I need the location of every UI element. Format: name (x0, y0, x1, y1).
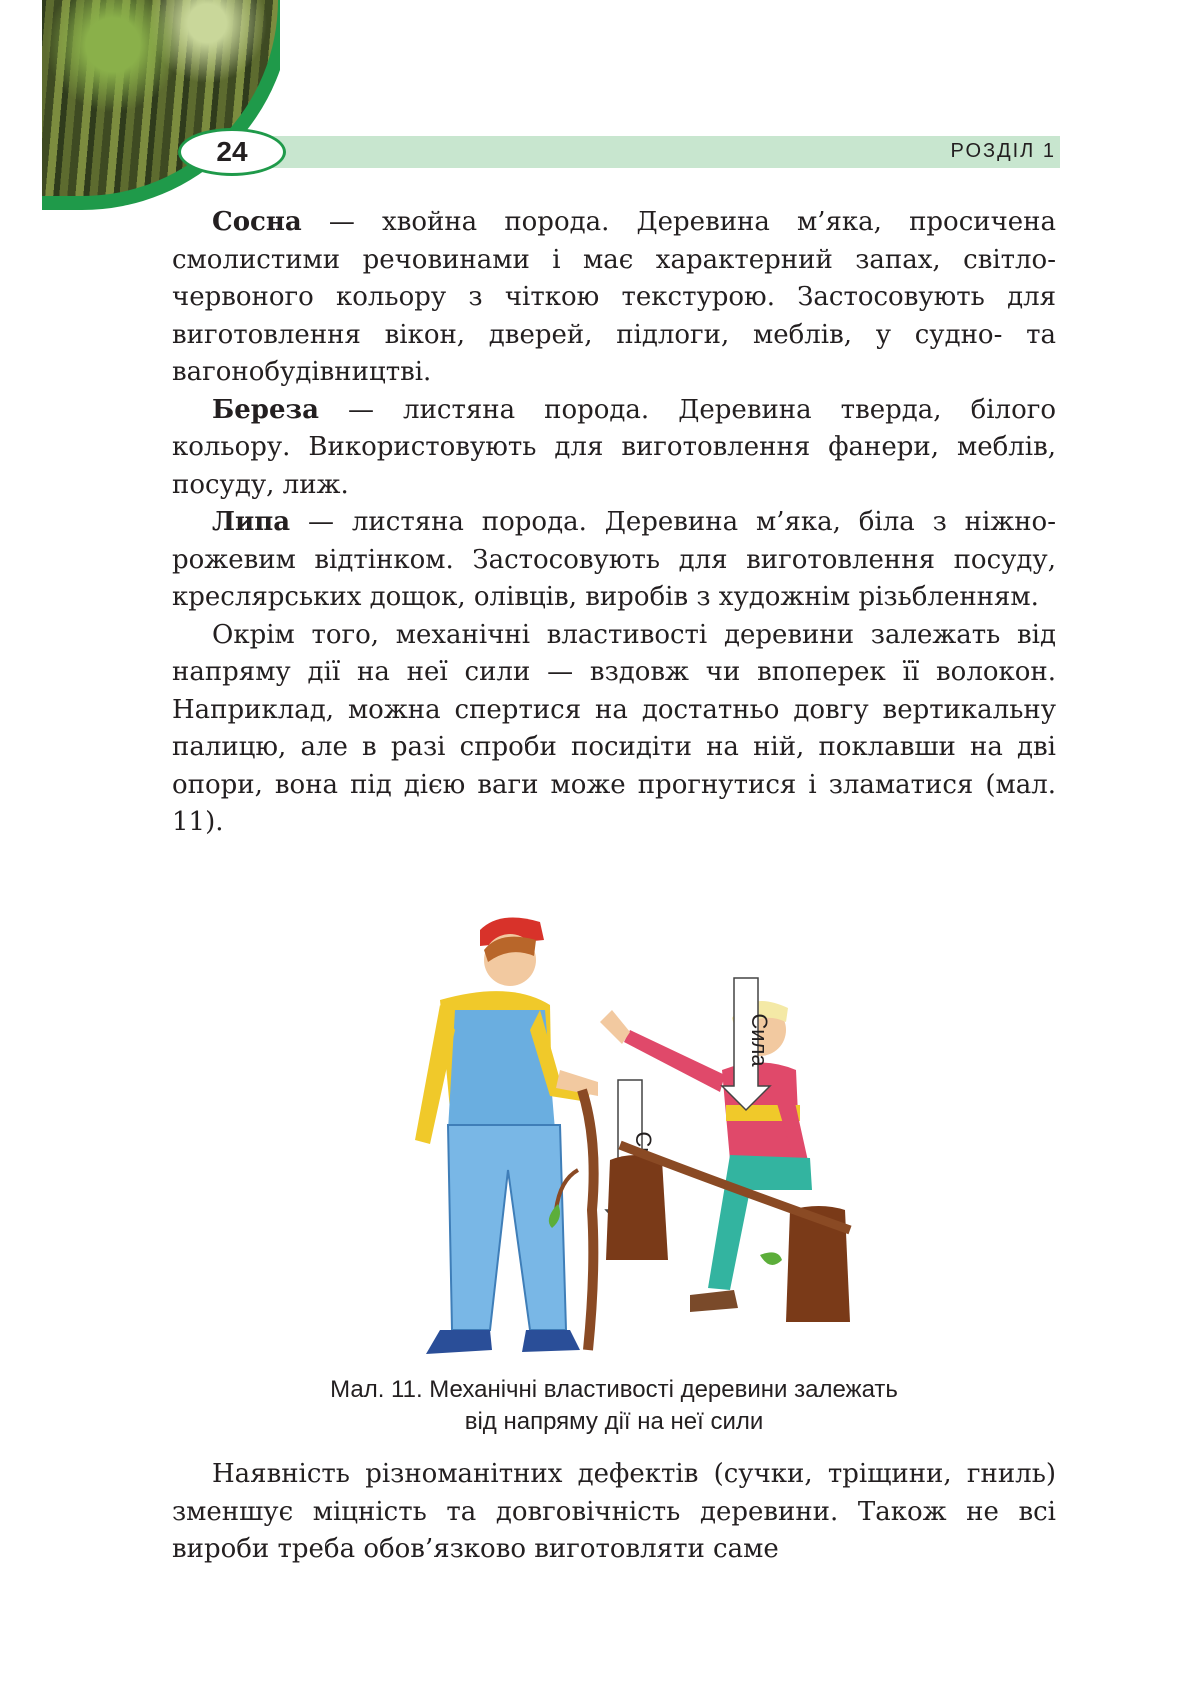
page-number: 24 (178, 128, 286, 176)
term: Сосна (212, 207, 302, 237)
paragraph-linden (172, 504, 1056, 617)
body-text (172, 204, 1056, 842)
paragraph-mechanical (172, 617, 1056, 842)
caption-line-1: Мал. 11. Механічні властивості деревини залежать (330, 1376, 898, 1403)
paragraph-pine (172, 204, 1056, 392)
forest-photo (42, 0, 280, 210)
corner-photo (0, 0, 280, 230)
paragraph-text: — листяна порода. Деревина м’яка, біла з ніжно-рожевим відтінком. Застосовують для виготовлення посуду, креслярських дощок, олівців, виробів з художнім різьбленням. (172, 507, 1056, 612)
paragraph-birch (172, 392, 1056, 505)
illustration-force-direction (330, 910, 930, 1370)
figure-caption (172, 1374, 1056, 1438)
paragraph-text: — хвойна порода. Деревина м’яка, просичена смолистими речовинами і має характерний запах, світло-червоного кольору з чіткою текстурою. Застосовують для виготовлення вікон, дверей, підлоги, меблів, у судно- та вагонобудівництві. (172, 207, 1056, 387)
term: Береза (212, 394, 319, 425)
body-text-bottom (172, 1456, 1056, 1569)
paragraph-defects: Наявність різноманітних дефектів (сучки, тріщини, гниль) зменшує міцність та довговічність деревини. Також не всі вироби треба обов’язково виготовляти саме (172, 1459, 1056, 1564)
force-arrow-right (722, 978, 772, 1110)
section-label: РОЗДІЛ 1 (950, 140, 1056, 162)
header-bar (200, 136, 1060, 168)
caption-line-2: від напряму дії на неї сили (464, 1408, 764, 1435)
term: Липа (212, 507, 291, 537)
paragraph-text: — листяна порода. Деревина тверда, білого кольору. Використовують для виготовлення фанери, меблів, посуду, лиж. (172, 394, 1056, 500)
paragraph-text: Окрім того, механічні властивості деревини залежать від напряму дії на неї сили — вздовж чи впоперек її волокон. Наприклад, можна спертися на достатньо довгу вертикальну палицю, але в разі спроби посидіти на ній, поклавши на дві опори, вона під дією ваги може прогнутися і зламатися (мал. 11). (172, 619, 1056, 837)
standing-boy-illustration (415, 918, 598, 1355)
force-label-right: Сила (747, 1013, 772, 1067)
